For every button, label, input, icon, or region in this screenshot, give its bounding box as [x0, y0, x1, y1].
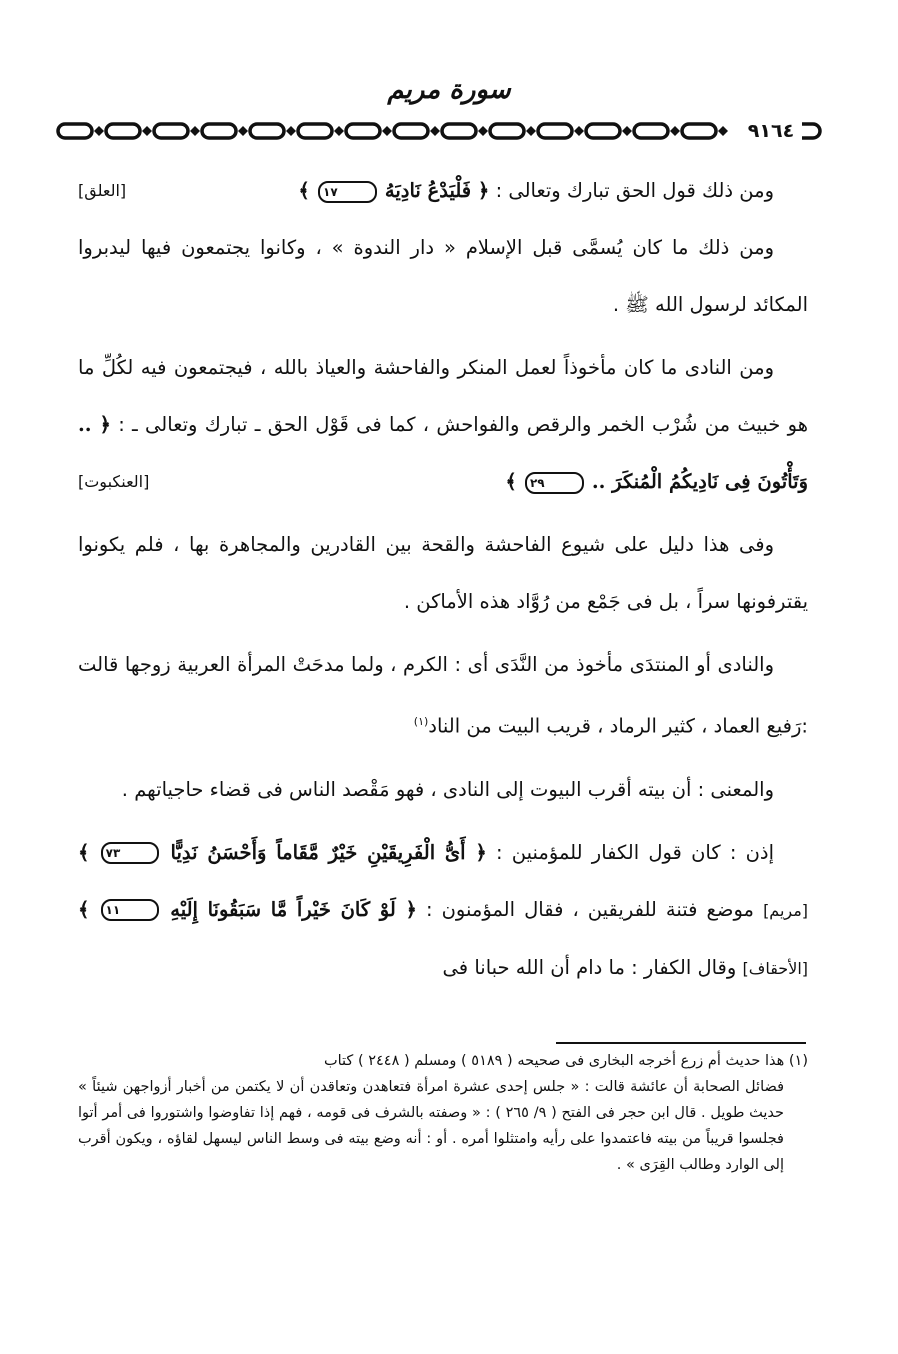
chain-link-icon: [106, 124, 140, 138]
quran-close-brace: ﴾: [505, 470, 517, 493]
footnote-divider: [556, 1042, 806, 1044]
chain-link-icon: [346, 124, 380, 138]
surah-title: سورة مريم: [387, 75, 511, 105]
ayah-number-badge: ٢٩: [525, 472, 584, 494]
ayah-number-badge: ١٧: [318, 181, 377, 203]
paragraph-5: [78, 636, 808, 755]
chain-ornament-icon: [56, 118, 824, 144]
surah-reference: [الأحقاف]: [742, 958, 808, 978]
chain-diamond-icon: [334, 126, 344, 136]
paragraph-text: وفى هذا دليل على شيوع الفاحشة والقحة بين القادرين والمجاهرة بها ، فلم يكونوا يقترفونها سراً ، بل فى جَمْع من رُوَّاد هذه الأماكن .: [78, 533, 808, 613]
quran-verse: ﴿ .. وَتَأْتُونَ فِى نَادِيكُمُ الْمُنكَرَ ..: [78, 413, 808, 493]
paragraph-text: ومن النادى ما كان مأخوذاً لعمل المنكر والفاحشة والعياذ بالله ، فيجتمعون فيه لكُلِّ ما هو خبيث من شُرْب الخمر والرقص والفواحش ، كما فى قَوْل الحق ـ تبارك وتعالى ـ :: [78, 356, 808, 436]
chain-diamond-icon: [718, 126, 728, 136]
chain-diamond-icon: [622, 126, 632, 136]
paragraph-7: [78, 824, 808, 997]
chain-link-icon: [154, 124, 188, 138]
chain-diamond-icon: [238, 126, 248, 136]
footnote-1-body: فضائل الصحابة أن عائشة قالت : « جلس إحدى عشرة امرأة فتعاهدن وتعاقدن أن لا يكتمن من أخبار أزواجهن شيئاً » حديث طويل . قال ابن حجر فى الفتح ( ٩/ ٢٦٥ ) : « وصفته بالشرف فى قومه ، فهم إذا تفاوضوا واشتوروا فى أمر أتوا فجلسوا قريباً من بيته فاعتمدوا على رأيه وامتثلوا أمره . أو : أنه وضع بيته فى وسط الناس ليسهل لقاؤه ، ويكون أقرب إلى الوارد وطالب القِرَى » .: [78, 1079, 784, 1173]
paragraph-3: [78, 339, 808, 510]
chain-link-icon: [394, 124, 428, 138]
chain-diamond-icon: [94, 126, 104, 136]
paragraph-1: [78, 162, 808, 219]
main-text: [78, 162, 808, 1003]
chain-link-icon: [442, 124, 476, 138]
decorative-chain-border: [56, 118, 824, 144]
chain-link-icon: [250, 124, 284, 138]
chain-diamond-icon: [286, 126, 296, 136]
footnote-marker: (١): [413, 715, 429, 728]
footnotes: [78, 1048, 808, 1178]
quran-close-brace: ﴾: [78, 840, 90, 864]
chain-link-icon: [202, 124, 236, 138]
quran-verse: ﴿ فَلْيَدْعُ نَادِيَهُ: [384, 179, 490, 202]
chain-diamond-icon: [526, 126, 536, 136]
footnote-1-first-line: (١) هذا حديث أم زرع أخرجه البخارى فى صحيحه ( ٥١٨٩ ) ومسلم ( ٢٤٤٨ ) كتاب: [323, 1053, 808, 1069]
chain-diamond-icon: [382, 126, 392, 136]
chain-diamond-icon: [430, 126, 440, 136]
quran-verse: ﴿ أَىُّ الْفَرِيقَيْنِ خَيْرٌ مَّقَاماً وَأَحْسَنُ نَدِيًّا: [170, 840, 487, 864]
page-number: ٩١٦٤: [740, 118, 802, 144]
ayah-number-badge: ١١: [101, 899, 160, 921]
surah-reference: [العنكبوت]: [78, 472, 150, 491]
chain-diamond-icon: [574, 126, 584, 136]
quran-close-brace: ﴾: [298, 179, 310, 202]
paragraph-text: ومن ذلك قول الحق تبارك وتعالى :: [495, 179, 774, 202]
surah-reference: [مريم]: [763, 900, 809, 920]
chain-link-icon: [634, 124, 668, 138]
paragraph-text: موضع فتنة للفريقين ، فقال المؤمنون :: [425, 897, 754, 921]
chain-diamond-icon: [478, 126, 488, 136]
paragraph-text: ومن ذلك ما كان يُسمَّى قبل الإسلام « دار الندوة » ، وكانوا يجتمعون فيها ليدبروا المكائد لرسول الله ﷺ .: [78, 236, 808, 316]
quran-close-brace: ﴾: [78, 897, 90, 921]
chain-link-icon: [490, 124, 524, 138]
chain-link-icon: [538, 124, 572, 138]
paragraph-6: [78, 761, 808, 818]
chain-diamond-icon: [670, 126, 680, 136]
paragraph-text: وقال الكفار : ما دام أن الله حبانا فى: [442, 955, 737, 979]
ayah-number-badge: ٧٣: [101, 842, 160, 864]
paragraph-2: [78, 219, 808, 333]
quran-verse: ﴿ لَوْ كَانَ خَيْراً مَّا سَبَقُونَا إِلَيْهِ: [170, 897, 417, 921]
chain-link-icon: [58, 124, 92, 138]
paragraph-text: والنادى أو المنتدَى مأخوذ من النَّدَى أى : الكرم ، ولما مدحَتْ المرأة العربية زوجها قالت :رَفيع العماد ، كثير الرماد ، قريب البيت من الناد: [78, 653, 808, 738]
surah-reference: [العلق]: [78, 181, 127, 200]
chain-link-icon: [682, 124, 716, 138]
chain-link-icon: [298, 124, 332, 138]
paragraph-text: إذن : كان قول الكفار للمؤمنين :: [496, 840, 775, 864]
paragraph-4: [78, 516, 808, 630]
chain-diamond-icon: [190, 126, 200, 136]
chain-diamond-icon: [142, 126, 152, 136]
paragraph-text: والمعنى : أن بيته أقرب البيوت إلى النادى ، فهو مَقْصد الناس فى قضاء حاجياتهم .: [121, 777, 774, 801]
chain-link-icon: [586, 124, 620, 138]
